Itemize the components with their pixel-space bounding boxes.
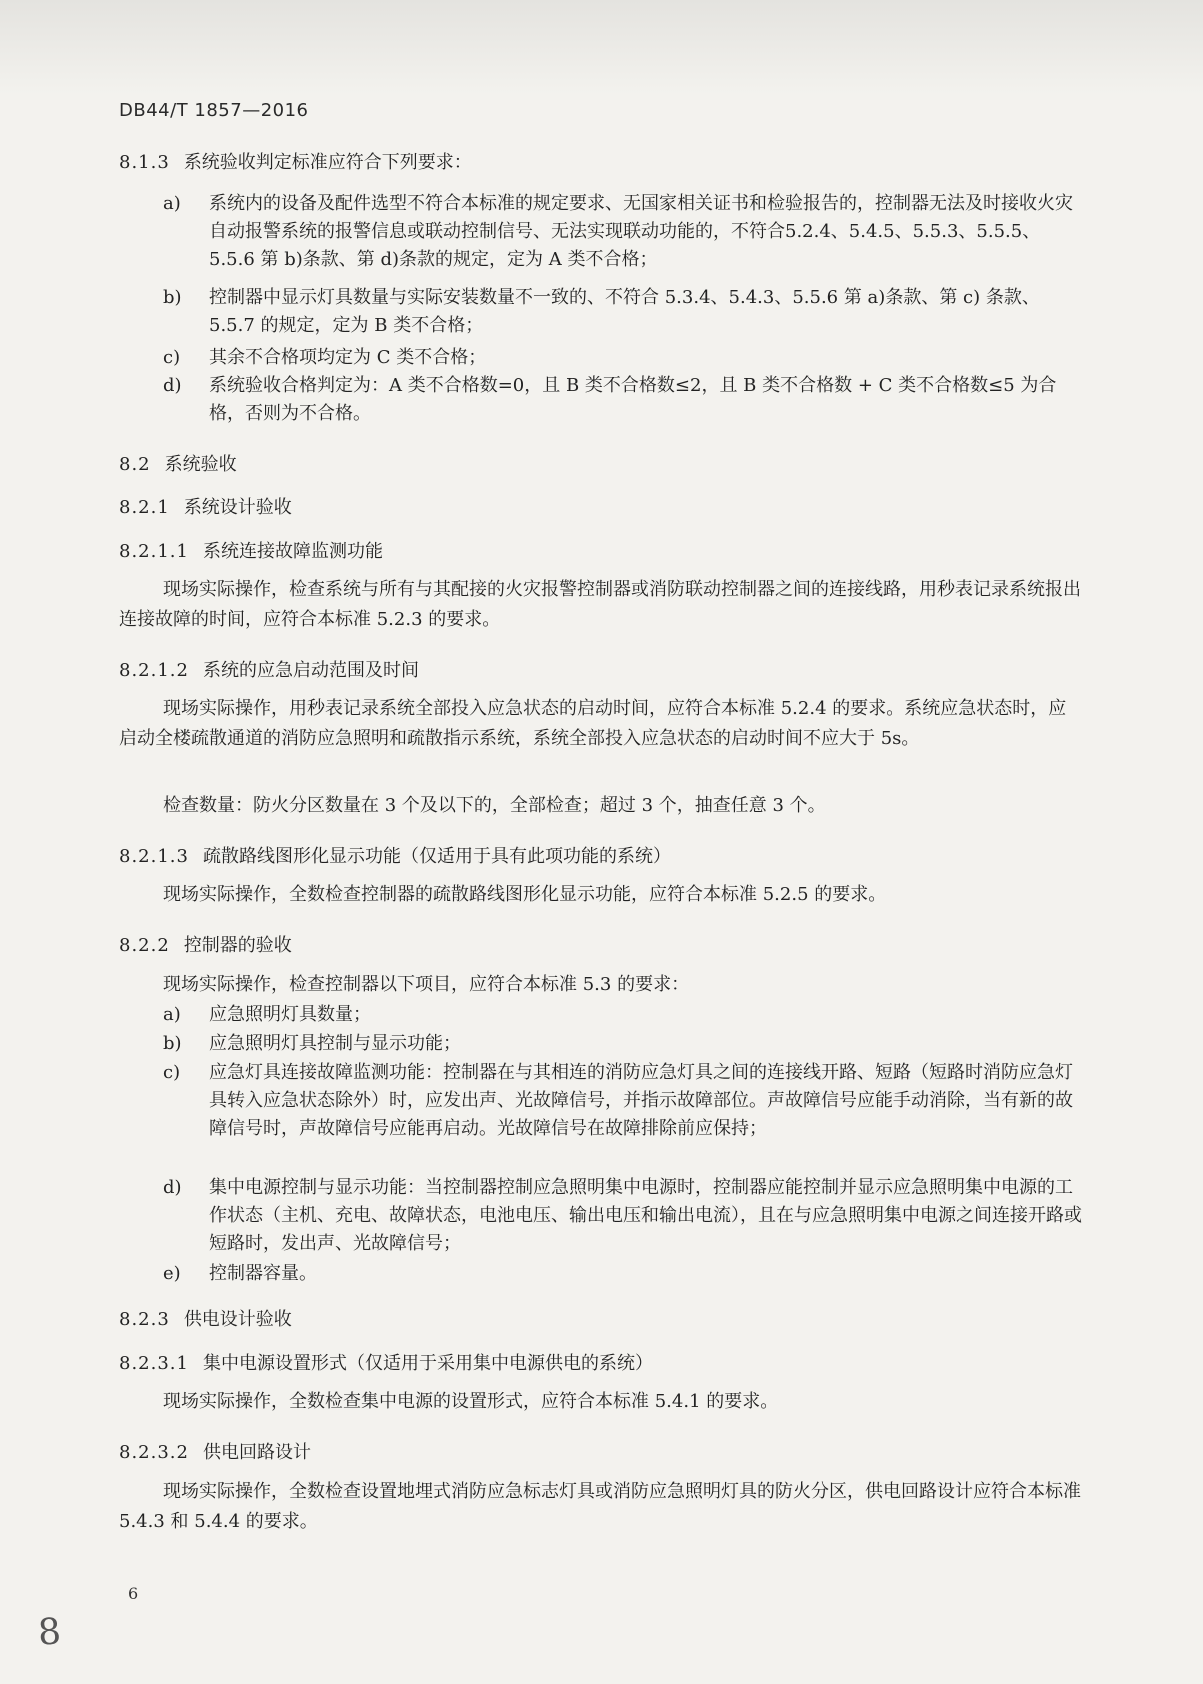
- list-text: 系统验收合格判定为：A 类不合格数=0，且 B 类不合格数≤2，且 B 类不合格数 + C 类不合格数≤5 为合格，否则为不合格。: [209, 375, 1057, 424]
- clause-heading: [119, 1349, 653, 1375]
- list-marker: b): [163, 1033, 182, 1054]
- clause-title: 系统验收判定标准应符合下列要求：: [183, 152, 472, 173]
- body-paragraph: 现场实际操作，检查系统与所有与其配接的火灾报警控制器或消防联动控制器之间的连接线路，用秒表记录系统报出连接故障的时间，应符合本标准 5.2.3 的要求。: [119, 579, 1081, 630]
- clause-heading: [119, 537, 383, 563]
- list-marker: d): [163, 375, 182, 396]
- clause-heading: [119, 493, 292, 519]
- list-marker: a): [163, 193, 181, 214]
- body-paragraph: 现场实际操作，全数检查集中电源的设置形式，应符合本标准 5.4.1 的要求。: [163, 1391, 779, 1412]
- list-marker: b): [163, 287, 182, 308]
- list-text: 控制器中显示灯具数量与实际安装数量不一致的、不符合 5.3.4、5.4.3、5.5.6 第 a)条款、第 c) 条款、5.5.7 的规定，定为 B 类不合格；: [209, 287, 1040, 336]
- clause-number: 8.1.3: [119, 152, 170, 173]
- clause-heading: [119, 1438, 311, 1464]
- body-paragraph: 现场实际操作，用秒表记录系统全部投入应急状态的启动时间，应符合本标准 5.2.4 的要求。系统应急状态时，应启动全楼疏散通道的消防应急照明和疏散指示系统，系统全部投入应急状态的启动时间不应大于 5s。: [119, 698, 1067, 749]
- clause-number: 8.2.1.3: [119, 846, 189, 867]
- clause-title: 供电设计验收: [183, 1309, 292, 1330]
- clause-title: 供电回路设计: [202, 1442, 311, 1463]
- body-paragraph: 现场实际操作，全数检查设置地埋式消防应急标志灯具或消防应急照明灯具的防火分区，供电回路设计应符合本标准 5.4.3 和 5.4.4 的要求。: [119, 1481, 1081, 1532]
- list-marker: e): [163, 1263, 181, 1284]
- list-item: [163, 344, 1084, 372]
- clause-heading: [119, 148, 472, 174]
- clause-title: 系统验收: [164, 454, 237, 475]
- clause-title: 系统连接故障监测功能: [202, 541, 383, 562]
- page-number: 6: [128, 1584, 139, 1603]
- list-item: [163, 1001, 1084, 1029]
- list-item: [163, 1174, 1084, 1258]
- clause-title: 控制器的验收: [183, 935, 292, 956]
- list-text: 系统内的设备及配件选型不符合本标准的规定要求、无国家相关证书和检验报告的，控制器无法及时接收火灾自动报警系统的报警信息或联动控制信号、无法实现联动功能的，不符合5.2.4、5.4.5、5.5.3、5.5.5、5.5.6 第 b)条款、第 d)条款的规定，定为 A 类不合格；: [209, 193, 1073, 270]
- clause-heading: [119, 842, 671, 868]
- section-heading: [119, 450, 237, 476]
- clause-heading: [119, 1305, 292, 1331]
- clause-number: 8.2.3.1: [119, 1353, 189, 1374]
- clause-number: 8.2.3.2: [119, 1442, 189, 1463]
- list-item: [163, 1059, 1084, 1143]
- clause-title: 疏散路线图形化显示功能（仅适用于具有此项功能的系统）: [202, 846, 671, 867]
- list-text: 控制器容量。: [209, 1263, 317, 1284]
- clause-number: 8.2.1.2: [119, 660, 189, 681]
- clause-number: 8.2: [119, 454, 151, 475]
- list-text: 应急灯具连接故障监测功能：控制器在与其相连的消防应急灯具之间的连接线开路、短路（短路时消防应急灯具转入应急状态除外）时，应发出声、光故障信号，并指示故障部位。声故障信号应能手动消除，当有新的故障信号时，声故障信号应能再启动。光故障信号在故障排除前应保持；: [209, 1062, 1073, 1139]
- list-text: 应急照明灯具控制与显示功能；: [209, 1033, 461, 1054]
- list-item: [163, 190, 1084, 274]
- clause-number: 8.2.1.1: [119, 541, 189, 562]
- clause-title: 系统的应急启动范围及时间: [202, 660, 419, 681]
- clause-number: 8.2.1: [119, 497, 170, 518]
- clause-heading: [119, 656, 419, 682]
- list-item: [163, 372, 1084, 428]
- list-marker: d): [163, 1177, 182, 1198]
- list-marker: a): [163, 1004, 181, 1025]
- list-item: [163, 1260, 1084, 1288]
- handwritten-page-mark: 8: [36, 1611, 63, 1654]
- list-text: 其余不合格项均定为 C 类不合格；: [209, 347, 487, 368]
- clause-number: 8.2.2: [119, 935, 170, 956]
- list-text: 应急照明灯具数量；: [209, 1004, 371, 1025]
- clause-heading: [119, 931, 292, 957]
- list-item: [163, 284, 1084, 340]
- clause-title: 集中电源设置形式（仅适用于采用集中电源供电的系统）: [202, 1353, 653, 1374]
- list-marker: c): [163, 1062, 181, 1083]
- list-item: [163, 1030, 1084, 1058]
- clause-number: 8.2.3: [119, 1309, 170, 1330]
- list-text: 集中电源控制与显示功能：当控制器控制应急照明集中电源时，控制器应能控制并显示应急照明集中电源的工作状态（主机、充电、故障状态，电池电压、输出电压和输出电流），且在与应急照明集中电源之间连接开路或短路时，发出声、光故障信号；: [209, 1177, 1082, 1254]
- clause-title: 系统设计验收: [183, 497, 292, 518]
- body-paragraph: 现场实际操作，检查控制器以下项目，应符合本标准 5.3 的要求：: [163, 974, 690, 995]
- body-paragraph: 检查数量：防火分区数量在 3 个及以下的，全部检查；超过 3 个，抽查任意 3 个。: [163, 795, 826, 816]
- body-paragraph: 现场实际操作，全数检查控制器的疏散路线图形化显示功能，应符合本标准 5.2.5 的要求。: [163, 884, 887, 905]
- standard-code: DB44/T 1857—2016: [119, 100, 309, 121]
- list-marker: c): [163, 347, 181, 368]
